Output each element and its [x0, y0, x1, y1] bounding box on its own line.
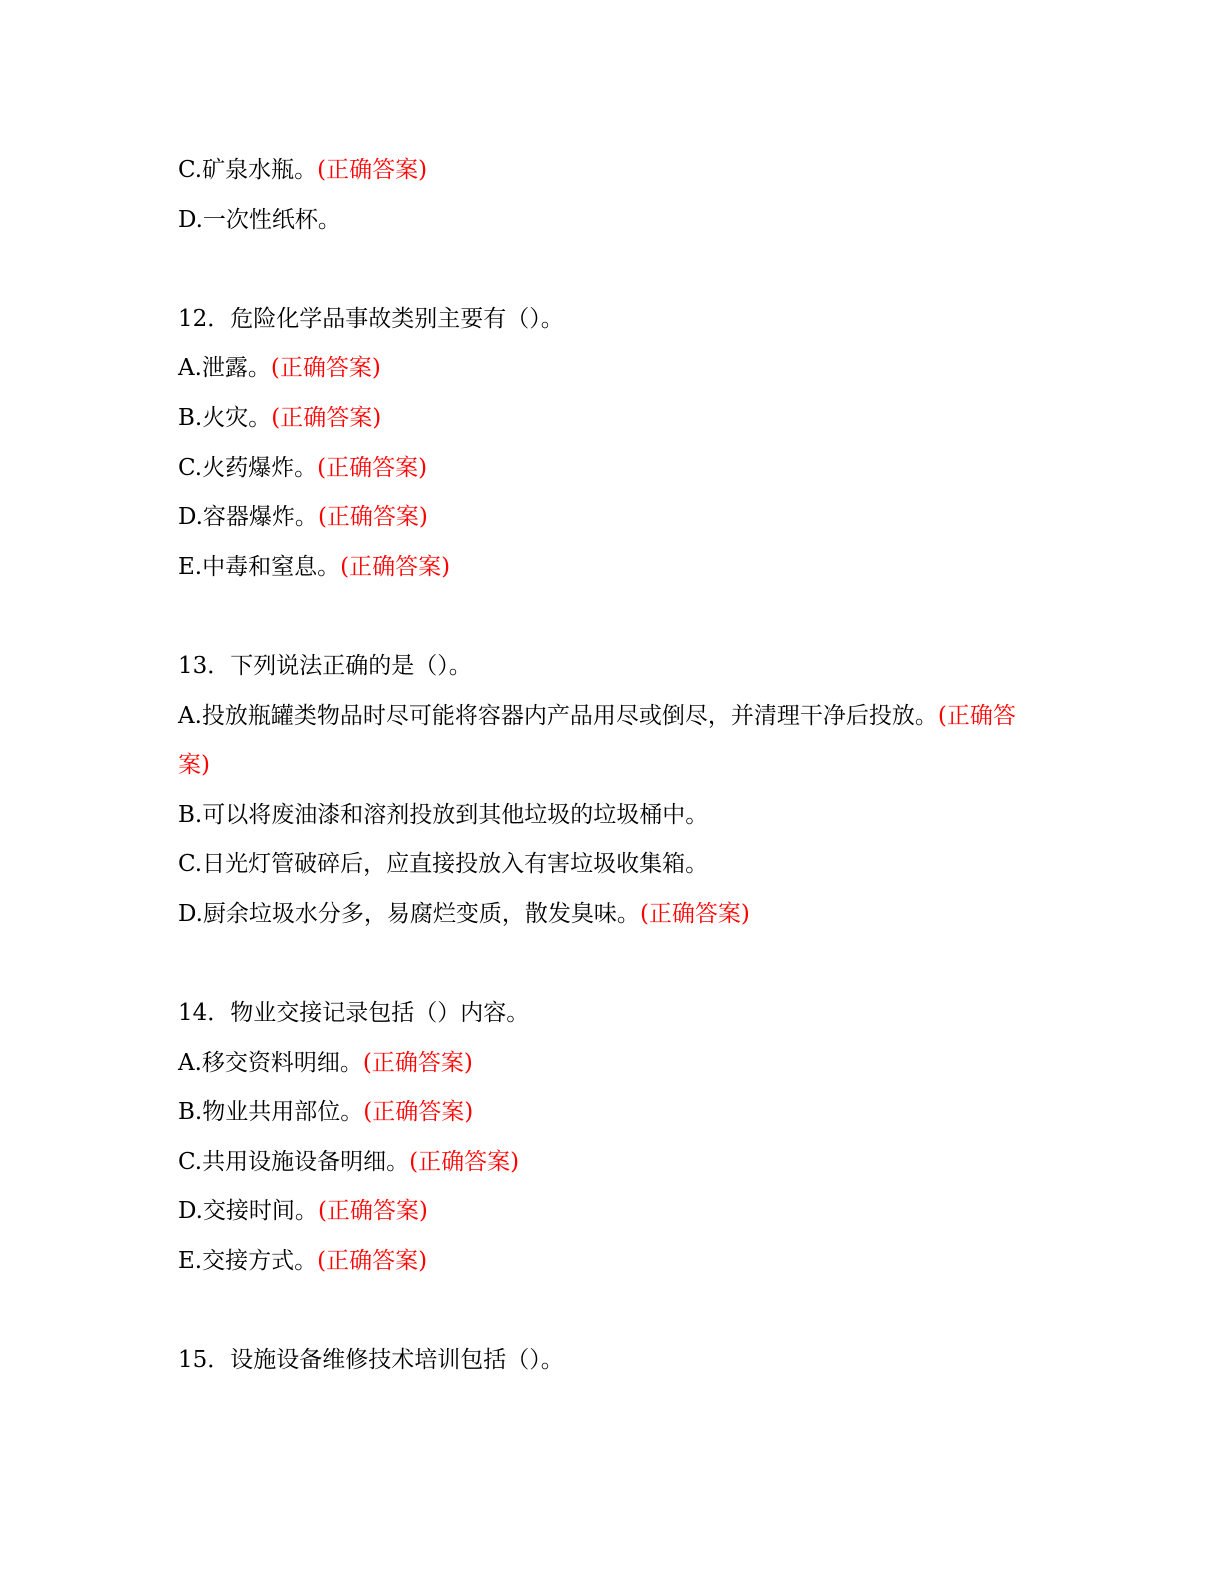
option-text: D.交接时间。: [178, 1198, 318, 1225]
option-text: C.火药爆炸。: [178, 454, 318, 481]
correct-answer-marker: (正确答案): [340, 553, 451, 580]
option-item: [178, 543, 1038, 593]
option-item: [178, 196, 1038, 246]
correct-answer-marker: (正确答案): [317, 504, 428, 531]
correct-answer-marker: (正确答案): [270, 355, 381, 382]
question-text: 13．下列说法正确的是（）。: [178, 652, 472, 679]
correct-answer-marker: (正确答案): [409, 1148, 520, 1175]
correct-answer-marker: (正确答案): [639, 900, 750, 927]
option-item: [178, 692, 1038, 791]
question-text: 14．物业交接记录包括（）内容。: [178, 1000, 530, 1027]
option-text: A.移交资料明细。: [178, 1049, 363, 1076]
option-text: D.容器爆炸。: [178, 504, 318, 531]
option-item: [178, 840, 1038, 890]
option-text: C.共用设施设备明细。: [178, 1148, 410, 1175]
correct-answer-marker: (正确答案): [317, 157, 428, 183]
block-spacer: [178, 245, 1038, 295]
correct-answer-marker: (正确答案): [362, 1049, 473, 1076]
option-text: E.交接方式。: [178, 1248, 318, 1275]
option-text: A.泄露。: [178, 355, 271, 382]
option-item: [178, 146, 1038, 196]
option-item: [178, 1237, 1038, 1287]
document-page: [178, 146, 1038, 1386]
option-item: [178, 1039, 1038, 1089]
option-text: D.一次性纸杯。: [178, 206, 341, 233]
option-item: [178, 791, 1038, 841]
option-text: E.中毒和窒息。: [178, 553, 341, 580]
correct-answer-marker: (正确答案): [178, 702, 1016, 779]
option-text: C.矿泉水瓶。: [178, 157, 318, 183]
question-text: 12．危险化学品事故类别主要有（）。: [178, 305, 564, 332]
correct-answer-marker: (正确答案): [317, 454, 428, 481]
question-list: [178, 146, 1038, 1386]
option-text: A.投放瓶罐类物品时尽可能将容器内产品用尽或倒尽，并清理干净后投放。: [178, 702, 938, 729]
question-text: 15．设施设备维修技术培训包括（）。: [178, 1347, 564, 1374]
option-item: [178, 1138, 1038, 1188]
block-spacer: [178, 940, 1038, 990]
option-item: [178, 890, 1038, 940]
option-text: B.物业共用部位。: [178, 1099, 364, 1126]
option-item: [178, 444, 1038, 494]
correct-answer-marker: (正确答案): [363, 1099, 474, 1126]
option-text: B.可以将废油漆和溶剂投放到其他垃圾的垃圾桶中。: [178, 801, 709, 828]
correct-answer-marker: (正确答案): [271, 404, 382, 431]
block-spacer: [178, 1287, 1038, 1337]
option-item: [178, 394, 1038, 444]
option-text: D.厨余垃圾水分多，易腐烂变质，散发臭味。: [178, 900, 640, 927]
option-item: [178, 1088, 1038, 1138]
block-spacer: [178, 592, 1038, 642]
option-text: C.日光灯管破碎后，应直接投放入有害垃圾收集箱。: [178, 851, 709, 878]
option-item: [178, 1187, 1038, 1237]
option-text: B.火灾。: [178, 404, 272, 431]
option-item: [178, 344, 1038, 394]
correct-answer-marker: (正确答案): [317, 1248, 428, 1275]
option-item: [178, 493, 1038, 543]
correct-answer-marker: (正确答案): [317, 1198, 428, 1225]
